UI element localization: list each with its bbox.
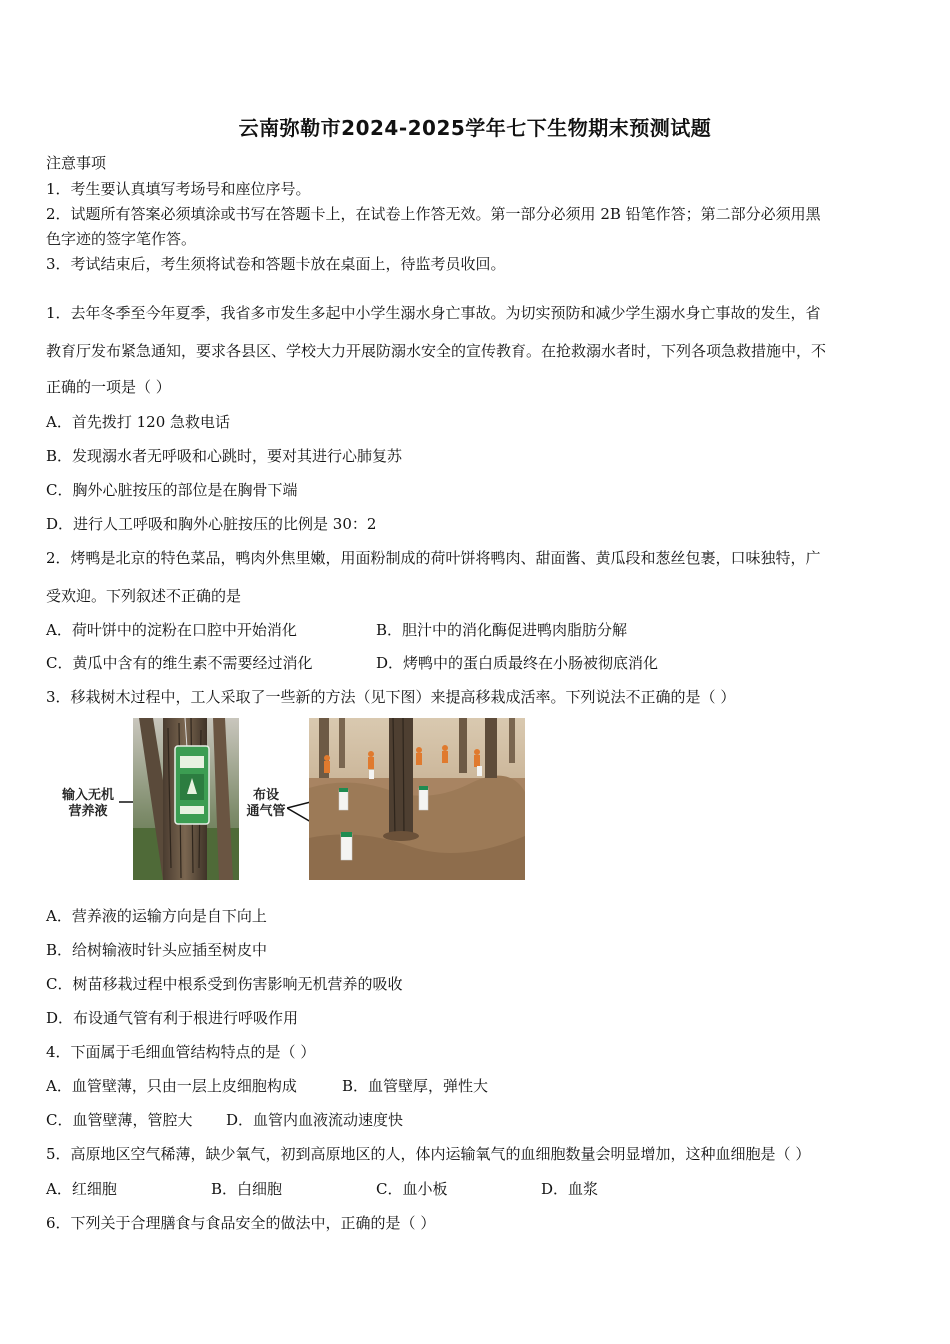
q3-option-c: C．树苗移栽过程中根系受到伤害影响无机营养的吸收 xyxy=(46,975,403,993)
q5-option-b: B．白细胞 xyxy=(211,1180,283,1198)
notice-item: 色字迹的签字笔作答。 xyxy=(46,230,197,248)
q3-option-a: A．营养液的运输方向是自下向上 xyxy=(46,907,267,925)
q2-option-c: C．黄瓜中含有的维生素不需要经过消化 xyxy=(46,654,313,672)
q1-stem-line: 正确的一项是（ ） xyxy=(46,378,171,396)
q3-option-d: D．布设通气管有利于根进行呼吸作用 xyxy=(46,1009,299,1027)
q5-option-c: C．血小板 xyxy=(376,1180,448,1198)
q4-option-d: D．血管内血液流动速度快 xyxy=(226,1111,404,1129)
page-title: 云南弥勒市2024-2025学年七下生物期末预测试题 xyxy=(238,116,712,140)
q5-stem: 5．高原地区空气稀薄，缺少氧气，初到高原地区的人，体内运输氧气的血细胞数量会明显增加，这种血细胞是（ ） xyxy=(46,1145,811,1163)
q4-stem: 4．下面属于毛细血管结构特点的是（ ） xyxy=(46,1043,316,1061)
q3-stem: 3．移栽树木过程中，工人采取了一些新的方法（见下图）来提高移栽成活率。下列说法不正确的是（ ） xyxy=(46,688,736,706)
q5-option-d: D．血浆 xyxy=(541,1180,599,1198)
q4-option-b: B．血管壁厚，弹性大 xyxy=(342,1077,489,1095)
figure-label-pipe: 布设 通气管 xyxy=(246,788,286,819)
q2-option-a: A．荷叶饼中的淀粉在口腔中开始消化 xyxy=(46,621,297,639)
q4-option-c: C．血管壁薄，管腔大 xyxy=(46,1111,193,1129)
figure-label-nutrient: 输入无机 营养液 xyxy=(61,788,114,819)
q1-stem-line: 教育厅发布紧急通知，要求各县区、学校大力开展防溺水安全的宣传教育。在抢救溺水者时，下列各项急救措施中，不 xyxy=(46,342,827,360)
q1-option-d: D．进行人工呼吸和胸外心脏按压的比例是 30：2 xyxy=(46,515,377,533)
q3-figure xyxy=(55,718,530,883)
q1-option-a: A．首先拨打 120 急救电话 xyxy=(46,413,230,431)
q6-stem: 6．下列关于合理膳食与食品安全的做法中，正确的是（ ） xyxy=(46,1214,436,1232)
tree-iv-photo xyxy=(133,718,239,880)
q5-option-a: A．红细胞 xyxy=(46,1180,117,1198)
notice-heading: 注意事项 xyxy=(46,154,107,172)
q1-stem-line: 1．去年冬季至今年夏季，我省多市发生多起中小学生溺水身亡事故。为切实预防和减少学生溺水身亡事故的发生，省 xyxy=(46,304,821,322)
q2-option-d: D．烤鸭中的蛋白质最终在小肠被彻底消化 xyxy=(376,654,659,672)
q2-stem-line: 受欢迎。下列叙述不正确的是 xyxy=(46,587,242,605)
q2-option-b: B．胆汁中的消化酶促进鸭肉脂肪分解 xyxy=(376,621,628,639)
notice-item: 2．试题所有答案必须填涂或书写在答题卡上，在试卷上作答无效。第一部分必须用 2B 铅笔作答；第二部分必须用黑 xyxy=(46,205,821,223)
notice-item: 1．考生要认真填写考场号和座位序号。 xyxy=(46,180,311,198)
q1-option-c: C．胸外心脏按压的部位是在胸骨下端 xyxy=(46,481,298,499)
q1-option-b: B．发现溺水者无呼吸和心跳时，要对其进行心肺复苏 xyxy=(46,447,403,465)
q4-option-a: A．血管壁薄，只由一层上皮细胞构成 xyxy=(46,1077,297,1095)
aeration-pipe-photo xyxy=(309,718,525,880)
notice-item: 3．考试结束后，考生须将试卷和答题卡放在桌面上，待监考员收回。 xyxy=(46,255,506,273)
q3-option-b: B．给树输液时针头应插至树皮中 xyxy=(46,941,268,959)
q2-stem-line: 2．烤鸭是北京的特色菜品，鸭肉外焦里嫩，用面粉制成的荷叶饼将鸭肉、甜面酱、黄瓜段和葱丝包裹，口味独特，广 xyxy=(46,549,821,567)
